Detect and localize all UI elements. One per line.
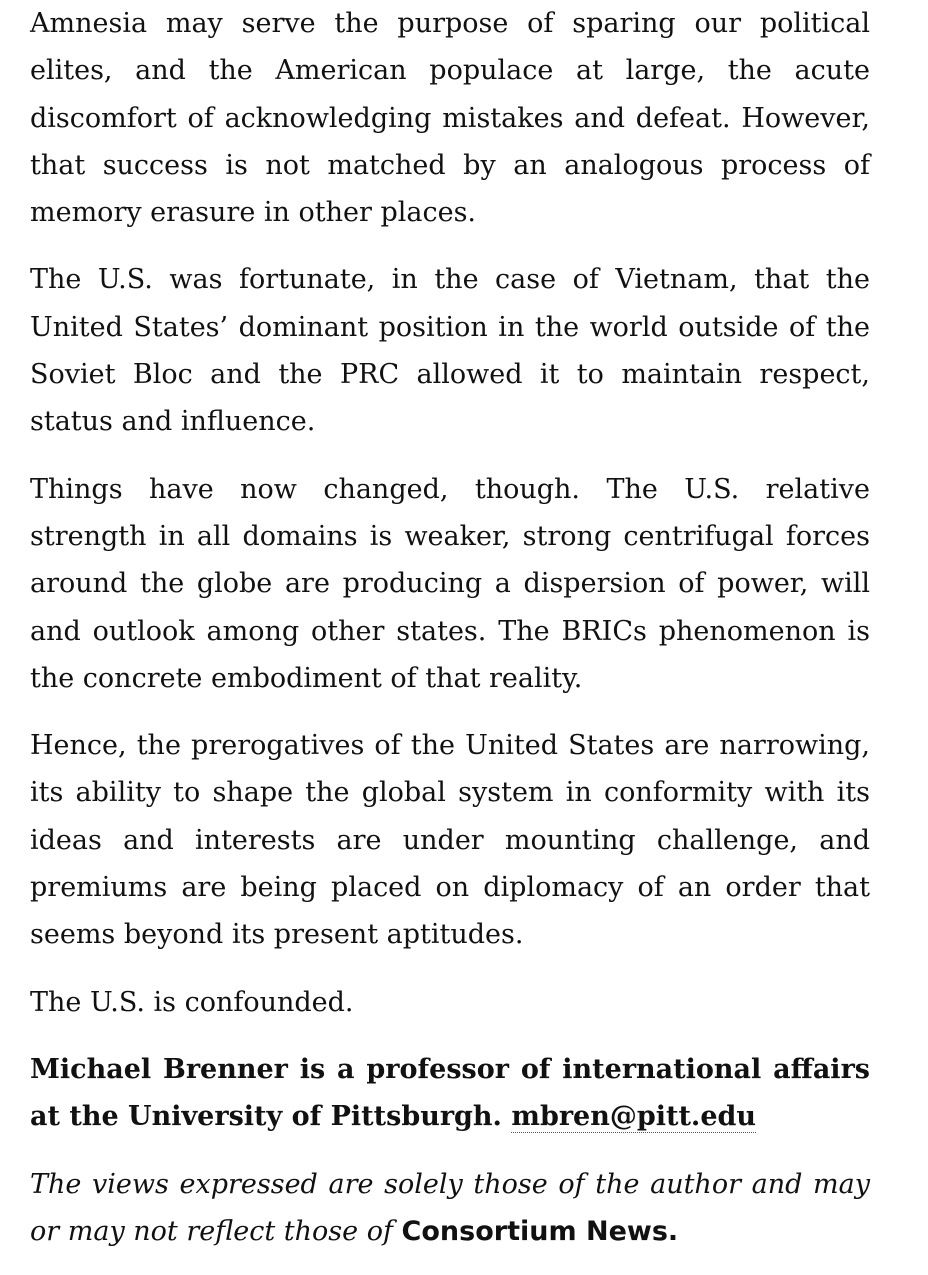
paragraph-vietnam: The U.S. was fortunate, in the case of Vietnam, that the United States’ dominant position in the world outside of the Soviet Bloc and the PRC allowed it to maintain respect, status and influence. [30, 264, 870, 438]
article-body [30, 0, 870, 1275]
disclaimer-text: The views expressed are solely those of the author and may or may not reflect those of [30, 1168, 870, 1247]
author-bio [30, 1046, 870, 1141]
disclaimer [30, 1161, 870, 1256]
paragraph-prerogatives: Hence, the prerogatives of the United States are narrowing, its ability to shape the global system in conformity with its ideas and interests are under mounting challenge, and premiums are being placed on diplomacy of an order that seems beyond its present aptitudes. [30, 730, 870, 951]
paragraph-confounded: The U.S. is confounded. [30, 986, 354, 1018]
publication-name: Consortium News. [401, 1215, 679, 1247]
paragraph-things-changed: Things have now changed, though. The U.S. relative strength in all domains is weaker, strong centrifugal forces around the globe are producing a dispersion of power, will and outlook among other states. The BRICs phenomenon is the concrete embodiment of that reality. [30, 473, 870, 694]
author-email-link[interactable]: mbren@pitt.edu [511, 1101, 757, 1133]
author-bio-text: Michael Brenner is a professor of international affairs at the University of Pittsburgh. [30, 1053, 870, 1133]
paragraph-amnesia: Amnesia may serve the purpose of sparing our political elites, and the American populace at large, the acute discomfort of acknowledging mistakes and defeat. However, that success is not matched by an analogous process of memory erasure in other places. [30, 8, 870, 229]
